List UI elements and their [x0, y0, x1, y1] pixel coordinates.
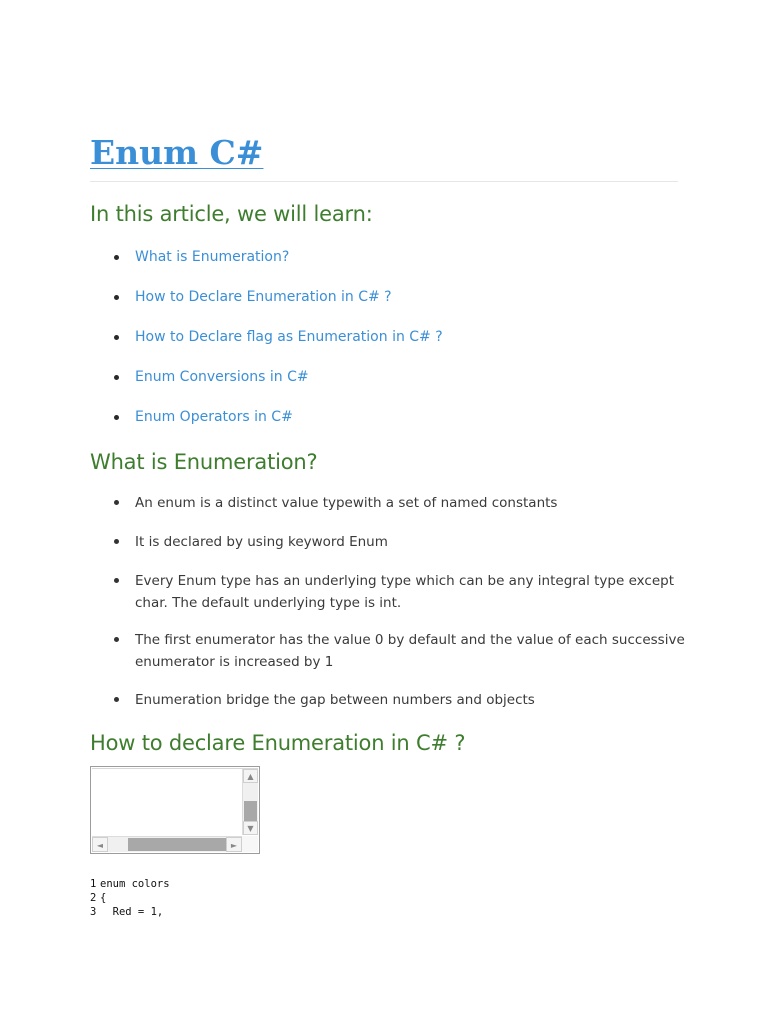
horizontal-scrollbar[interactable]: [92, 836, 242, 852]
fact-text: Every Enum type has an underlying type which can be any integral type except char. The default underlying type is int.: [135, 573, 674, 611]
toc-link-declare-flag[interactable]: How to Declare flag as Enumeration in C# ?: [135, 329, 443, 345]
fact-text: It is declared by using keyword Enum: [135, 534, 388, 550]
bullet-icon: [114, 637, 119, 642]
scroll-right-icon[interactable]: ►: [226, 837, 242, 852]
line-number: 1: [90, 878, 97, 890]
intro-heading: In this article, we will learn:: [90, 202, 373, 226]
toc-link-enum-conversions[interactable]: Enum Conversions in C#: [135, 369, 309, 385]
bullet-icon: [114, 295, 119, 300]
toc-link-what-is-enumeration[interactable]: What is Enumeration?: [135, 249, 290, 265]
code-line: [90, 905, 170, 919]
code-line: [90, 877, 170, 891]
bullet-icon: [114, 255, 119, 260]
toc-link-declare-enumeration[interactable]: How to Declare Enumeration in C# ?: [135, 289, 392, 305]
section-heading-what-is-enumeration: What is Enumeration?: [90, 450, 318, 474]
bullet-icon: [114, 375, 119, 380]
fact-text: The first enumerator has the value 0 by default and the value of each successive enumerator is increased by 1: [135, 632, 685, 670]
scrollbar-corner: [242, 836, 258, 852]
toc-link-enum-operators[interactable]: Enum Operators in C#: [135, 409, 293, 425]
code-text: enum colors: [100, 878, 170, 890]
code-listing: [90, 877, 170, 919]
bullet-icon: [114, 539, 119, 544]
code-text: Red = 1,: [100, 906, 164, 918]
bullet-icon: [114, 697, 119, 702]
fact-text: Enumeration bridge the gap between numbers and objects: [135, 692, 535, 708]
line-number: 3: [90, 906, 97, 918]
scroll-left-icon[interactable]: ◄: [92, 837, 108, 852]
vertical-scroll-thumb[interactable]: [244, 801, 257, 821]
article-title-link[interactable]: Enum C#: [90, 133, 264, 172]
embedded-code-frame[interactable]: [90, 766, 260, 854]
code-line: [90, 891, 170, 905]
bullet-icon: [114, 578, 119, 583]
vertical-scrollbar[interactable]: [242, 769, 258, 835]
title-divider: [90, 181, 678, 182]
line-number: 2: [90, 892, 97, 904]
bullet-icon: [114, 335, 119, 340]
scroll-down-icon[interactable]: ▼: [243, 821, 258, 835]
bullet-icon: [114, 415, 119, 420]
bullet-icon: [114, 500, 119, 505]
code-text: {: [100, 892, 107, 904]
section-heading-declare-enumeration: How to declare Enumeration in C# ?: [90, 731, 466, 755]
horizontal-scroll-thumb[interactable]: [128, 838, 226, 851]
scroll-up-icon[interactable]: ▲: [243, 769, 258, 783]
frame-inner-border: [92, 768, 258, 769]
fact-text: An enum is a distinct value typewith a set of named constants: [135, 495, 558, 511]
